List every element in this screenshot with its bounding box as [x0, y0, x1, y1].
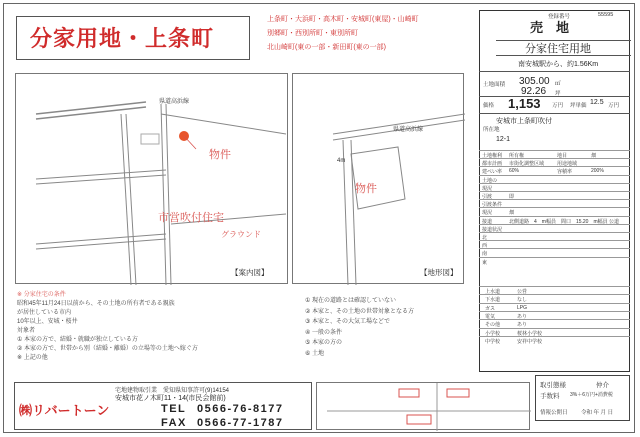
utility-key: 小学校 [485, 330, 501, 337]
note-line: ② 本家の方で、世帯から別（結婚・離婚）の立場等の土地へ嫁ぐ方 [17, 346, 198, 352]
divider [479, 96, 630, 97]
spec-row [479, 216, 630, 224]
plot-map-svg [293, 74, 465, 285]
utility-row [479, 319, 630, 327]
utility-row [479, 294, 630, 302]
unit-label: 万円 [552, 103, 564, 109]
utility-key: その他 [485, 322, 501, 329]
note-line: が居住している市内 [17, 310, 72, 316]
price-label: 価格 [483, 103, 495, 109]
spec-row [479, 175, 630, 183]
spec-row [479, 183, 630, 191]
utility-row [479, 328, 630, 336]
spec-row [479, 150, 630, 158]
note-line: ① 本家の方で、結婚・就職が独立している方 [17, 337, 138, 343]
spec-key: 建ぺい率 [482, 169, 503, 176]
spec-value: 北側道路 4 m幅員 間口 15.20 m幅員 公道 [509, 218, 620, 225]
deal-value: 仲介 [596, 382, 609, 389]
utility-row [479, 286, 630, 294]
area-line: 上条町・大浜町・高木町・安城町(東屋)・山崎町 [267, 16, 419, 23]
fee-label: 手数料 [540, 393, 560, 400]
plot-map [292, 73, 464, 284]
spec-value: 即 [509, 194, 515, 200]
divider [479, 113, 630, 114]
spec-row [479, 240, 630, 248]
utility-value: 桜林小学校 [517, 330, 543, 337]
company-name: ㈱リバートーン [19, 403, 110, 418]
spec-row [479, 257, 630, 265]
utility-value: 公営 [517, 289, 528, 295]
target-areas [267, 13, 477, 55]
note-line: 対象者 [17, 328, 36, 334]
utility-key: 上水道 [485, 289, 501, 295]
utility-value: あり [517, 322, 528, 329]
utility-row [479, 311, 630, 319]
utility-value: 安祥中学校 [517, 338, 543, 345]
spec-key: 接道状況 [482, 226, 503, 233]
sale-type: 売 地 [530, 20, 570, 35]
spec-value: 60% [509, 168, 520, 175]
reg-no-label: 登録番号 [548, 14, 571, 20]
unit-label: 坪 [555, 91, 561, 97]
access-text: 南安城駅から、約1.56Km [518, 61, 599, 68]
spec-value: 畑 [591, 153, 597, 159]
tel-number: 0566-76-8177 [197, 403, 284, 415]
office-map-svg [317, 383, 531, 431]
conditions-notes [17, 291, 302, 363]
unit-label: ㎡ [555, 81, 561, 87]
spec-key: 容積率 [557, 169, 573, 176]
utility-row [479, 303, 630, 311]
additional-notes [305, 296, 475, 359]
price: 1,153 [508, 96, 541, 111]
note-line: ⑤ 本家の方の [305, 340, 343, 346]
property-label: 物件 [355, 183, 377, 195]
property-label: 物件 [209, 149, 231, 161]
spec-value: 市街化調整区域 [509, 161, 545, 168]
fax-label: FAX [161, 417, 187, 429]
office-map [316, 382, 530, 430]
spec-row [479, 199, 630, 207]
utility-value: なし [517, 297, 528, 304]
note-line: ① 現在の道路とは確認していない [305, 298, 397, 304]
date-label: 情報公開日 [540, 410, 568, 416]
note-line: ⑥ 土地 [305, 350, 325, 357]
landmark-label: 市営吹付住宅 [158, 212, 224, 224]
fax-number: 0566-77-1787 [197, 417, 284, 429]
spec-key: 都市計画 [482, 161, 503, 168]
unit-label: 万円 [608, 103, 620, 109]
landmark-label: グラウンド [221, 230, 261, 239]
note-line: ③ 本家と、その大気工場などで [305, 319, 391, 325]
spec-key: 南 [482, 251, 488, 258]
page-title: 分家用地・上条町 [30, 27, 215, 52]
road-label: 県道高浜線 [159, 99, 190, 105]
road-width-label: 4m [337, 158, 346, 164]
utility-key: 下水道 [485, 297, 501, 304]
spec-row [479, 166, 630, 174]
guide-map-svg [16, 74, 289, 285]
note-line: ④ 一般の条件 [305, 329, 343, 336]
deal-label: 取引態様 [540, 382, 566, 389]
area-sqm: 305.00 [519, 76, 550, 87]
license-text: 宅地建物取引業 愛知県知事許可(9)14154 [115, 388, 230, 394]
spec-key: 東 [482, 259, 488, 266]
location-addr: 12-1 [496, 136, 511, 143]
utility-key: 電気 [485, 313, 496, 320]
spec-row [479, 158, 630, 166]
spec-row [479, 232, 630, 240]
map-caption: 【地形図】 [420, 268, 458, 277]
utility-key: 中学校 [485, 338, 501, 345]
spec-key: 土地の [482, 177, 498, 184]
utility-key: ガス [485, 305, 496, 312]
spec-key: 土地権利 [482, 153, 503, 159]
tsubo-price-label: 坪単価 [570, 103, 587, 109]
tsubo-price: 12.5 [590, 99, 604, 106]
utility-value: LPG [517, 304, 528, 311]
spec-value: 所有権 [509, 153, 525, 159]
road-label: 県道高浜線 [393, 127, 424, 133]
company-box [14, 382, 312, 430]
spec-row [479, 191, 630, 199]
deal-box [535, 375, 630, 421]
spec-key: 接道 [482, 218, 493, 225]
area-tsubo: 92.26 [521, 86, 547, 97]
location-addr: 安城市上条町吹付 [496, 118, 552, 125]
property-kind: 分家住宅用地 [525, 43, 591, 55]
spec-key: 引渡 [482, 194, 493, 200]
spec-row [479, 207, 630, 215]
spec-key: 西 [482, 243, 488, 250]
date-value: 令和 年 月 日 [581, 410, 614, 416]
spec-key: 北 [482, 235, 488, 241]
spec-row [479, 224, 630, 232]
area-line: 別郷町・西別所町・東別所町 [267, 30, 358, 37]
utility-value: あり [517, 313, 528, 320]
utility-row [479, 336, 630, 344]
spec-key: 引渡条件 [482, 202, 503, 209]
fee-value: 3%＋6万円+消費税 [570, 392, 613, 398]
spec-key: 地目 [557, 153, 568, 159]
spec-key: 現況 [482, 210, 493, 217]
area-line: 北山崎町(東の一部・新田町(東の一部) [267, 44, 386, 51]
spec-key: 用途地域 [557, 161, 578, 168]
notes-heading: ※ 分家住宅の条件 [17, 292, 66, 298]
area-label: 土地面積 [483, 82, 506, 88]
note-line: 10年以上、安城・桜井 [17, 319, 78, 325]
spec-row [479, 248, 630, 256]
guide-map [15, 73, 288, 284]
spec-value: 200% [591, 168, 604, 175]
company-address: 安城市花ノ木町11・14(市民会館前) [115, 395, 226, 402]
divider [496, 55, 631, 56]
note-line: ※ 上記の他 [17, 355, 48, 361]
reg-no: 55595 [598, 12, 614, 18]
spec-value: 畑 [509, 210, 515, 217]
location-label: 所在地 [483, 127, 500, 133]
divider [479, 71, 630, 72]
tel-label: TEL [161, 403, 187, 415]
map-caption: 【案内図】 [231, 268, 269, 277]
note-line: 昭和45年11月24日以前から、その土地の所有者である親族 [17, 301, 175, 307]
note-line: ② 本家と、その土地の世帯対象となる方 [305, 308, 415, 315]
spec-key: 現況 [482, 185, 493, 192]
